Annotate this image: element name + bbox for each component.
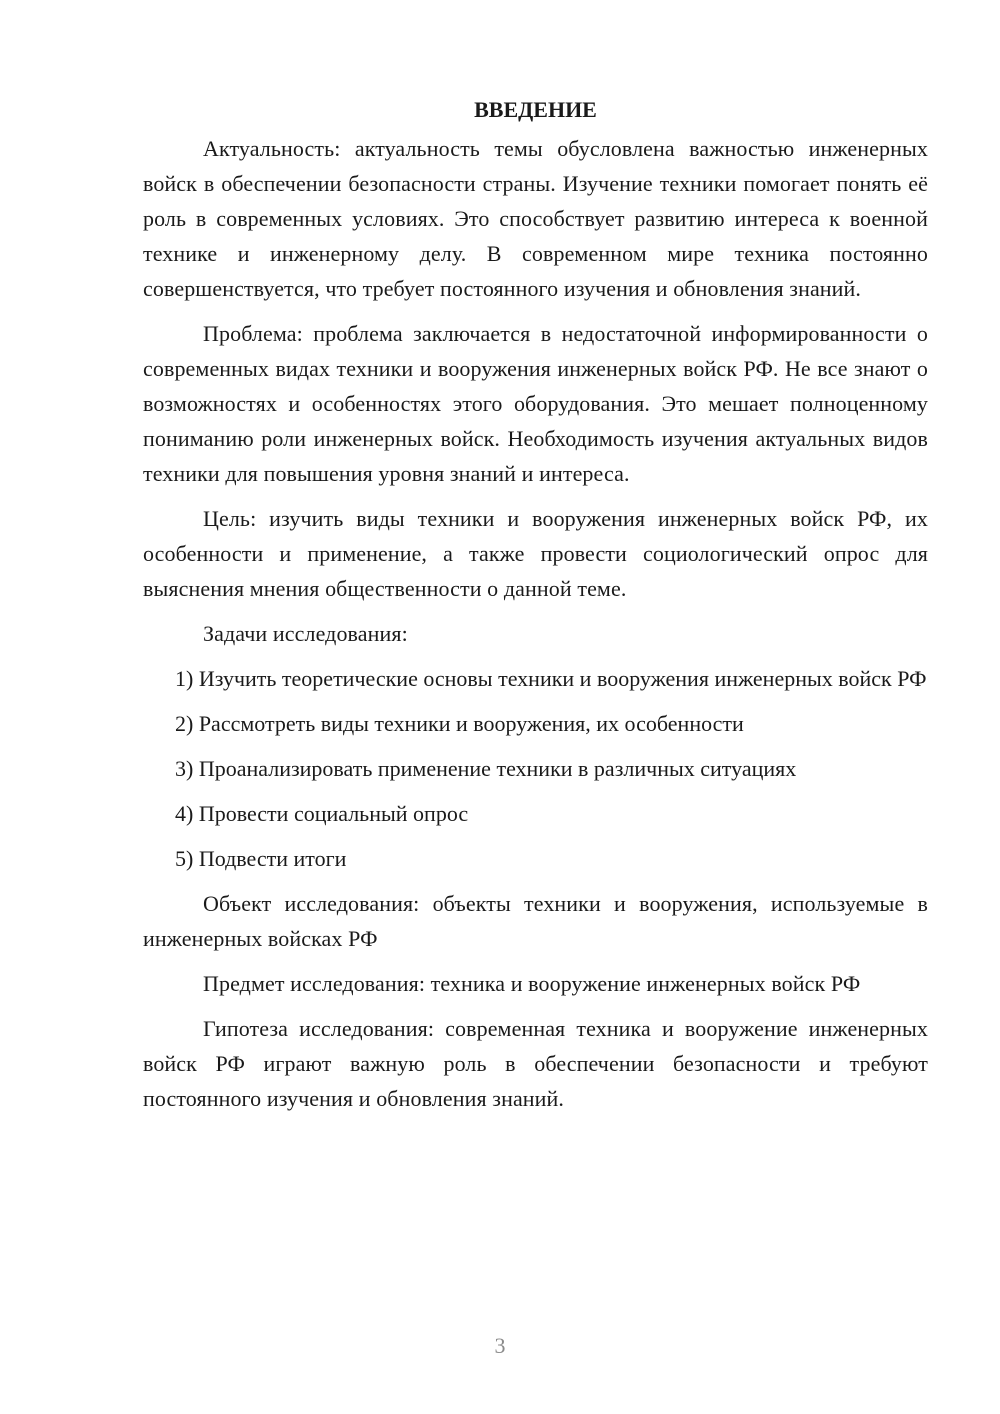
paragraph-hypothesis: Гипотеза исследования: современная техника и вооружение инженерных войск РФ играют важную роль в обеспечении безопасности и требуют постоянного изучения и обновления знаний.: [143, 1016, 928, 1111]
paragraph-goal: Цель: изучить виды техники и вооружения инженерных войск РФ, их особенности и применение, а также провести социологический опрос для выяснения мнения общественности о данной теме.: [143, 506, 928, 601]
document-page: [143, 92, 928, 1126]
task-item-1: 1) Изучить теоретические основы техники и вооружения инженерных войск РФ: [175, 666, 927, 691]
paragraph-tasks-heading: Задачи исследования:: [203, 621, 408, 646]
task-item-4: 4) Провести социальный опрос: [175, 801, 469, 826]
paragraph-object: Объект исследования: объекты техники и вооружения, используемые в инженерных войсках РФ: [143, 891, 928, 951]
paragraph-subject: Предмет исследования: техника и вооружение инженерных войск РФ: [203, 971, 861, 996]
page-title: ВВЕДЕНИЕ: [474, 97, 597, 122]
page-number: 3: [494, 1333, 506, 1358]
task-item-2: 2) Рассмотреть виды техники и вооружения, их особенности: [175, 711, 744, 736]
task-item-3: 3) Проанализировать применение техники в различных ситуациях: [175, 756, 797, 781]
paragraph-relevance: Актуальность: актуальность темы обусловлена важностью инженерных войск в обеспечении безопасности страны. Изучение техники помогает понять её роль в современных условиях. Это способствует развитию интереса к военной технике и инженерному делу. В современном мире техника постоянно совершенствуется, что требует постоянного изучения и обновления знаний.: [143, 136, 928, 301]
task-item-5: 5) Подвести итоги: [175, 846, 347, 871]
paragraph-problem: Проблема: проблема заключается в недостаточной информированности о современных видах техники и вооружения инженерных войск РФ. Не все знают о возможностях и особенностях этого оборудования. Это мешает полноценному пониманию роли инженерных войск. Необходимость изучения актуальных видов техники для повышения уровня знаний и интереса.: [143, 321, 928, 486]
